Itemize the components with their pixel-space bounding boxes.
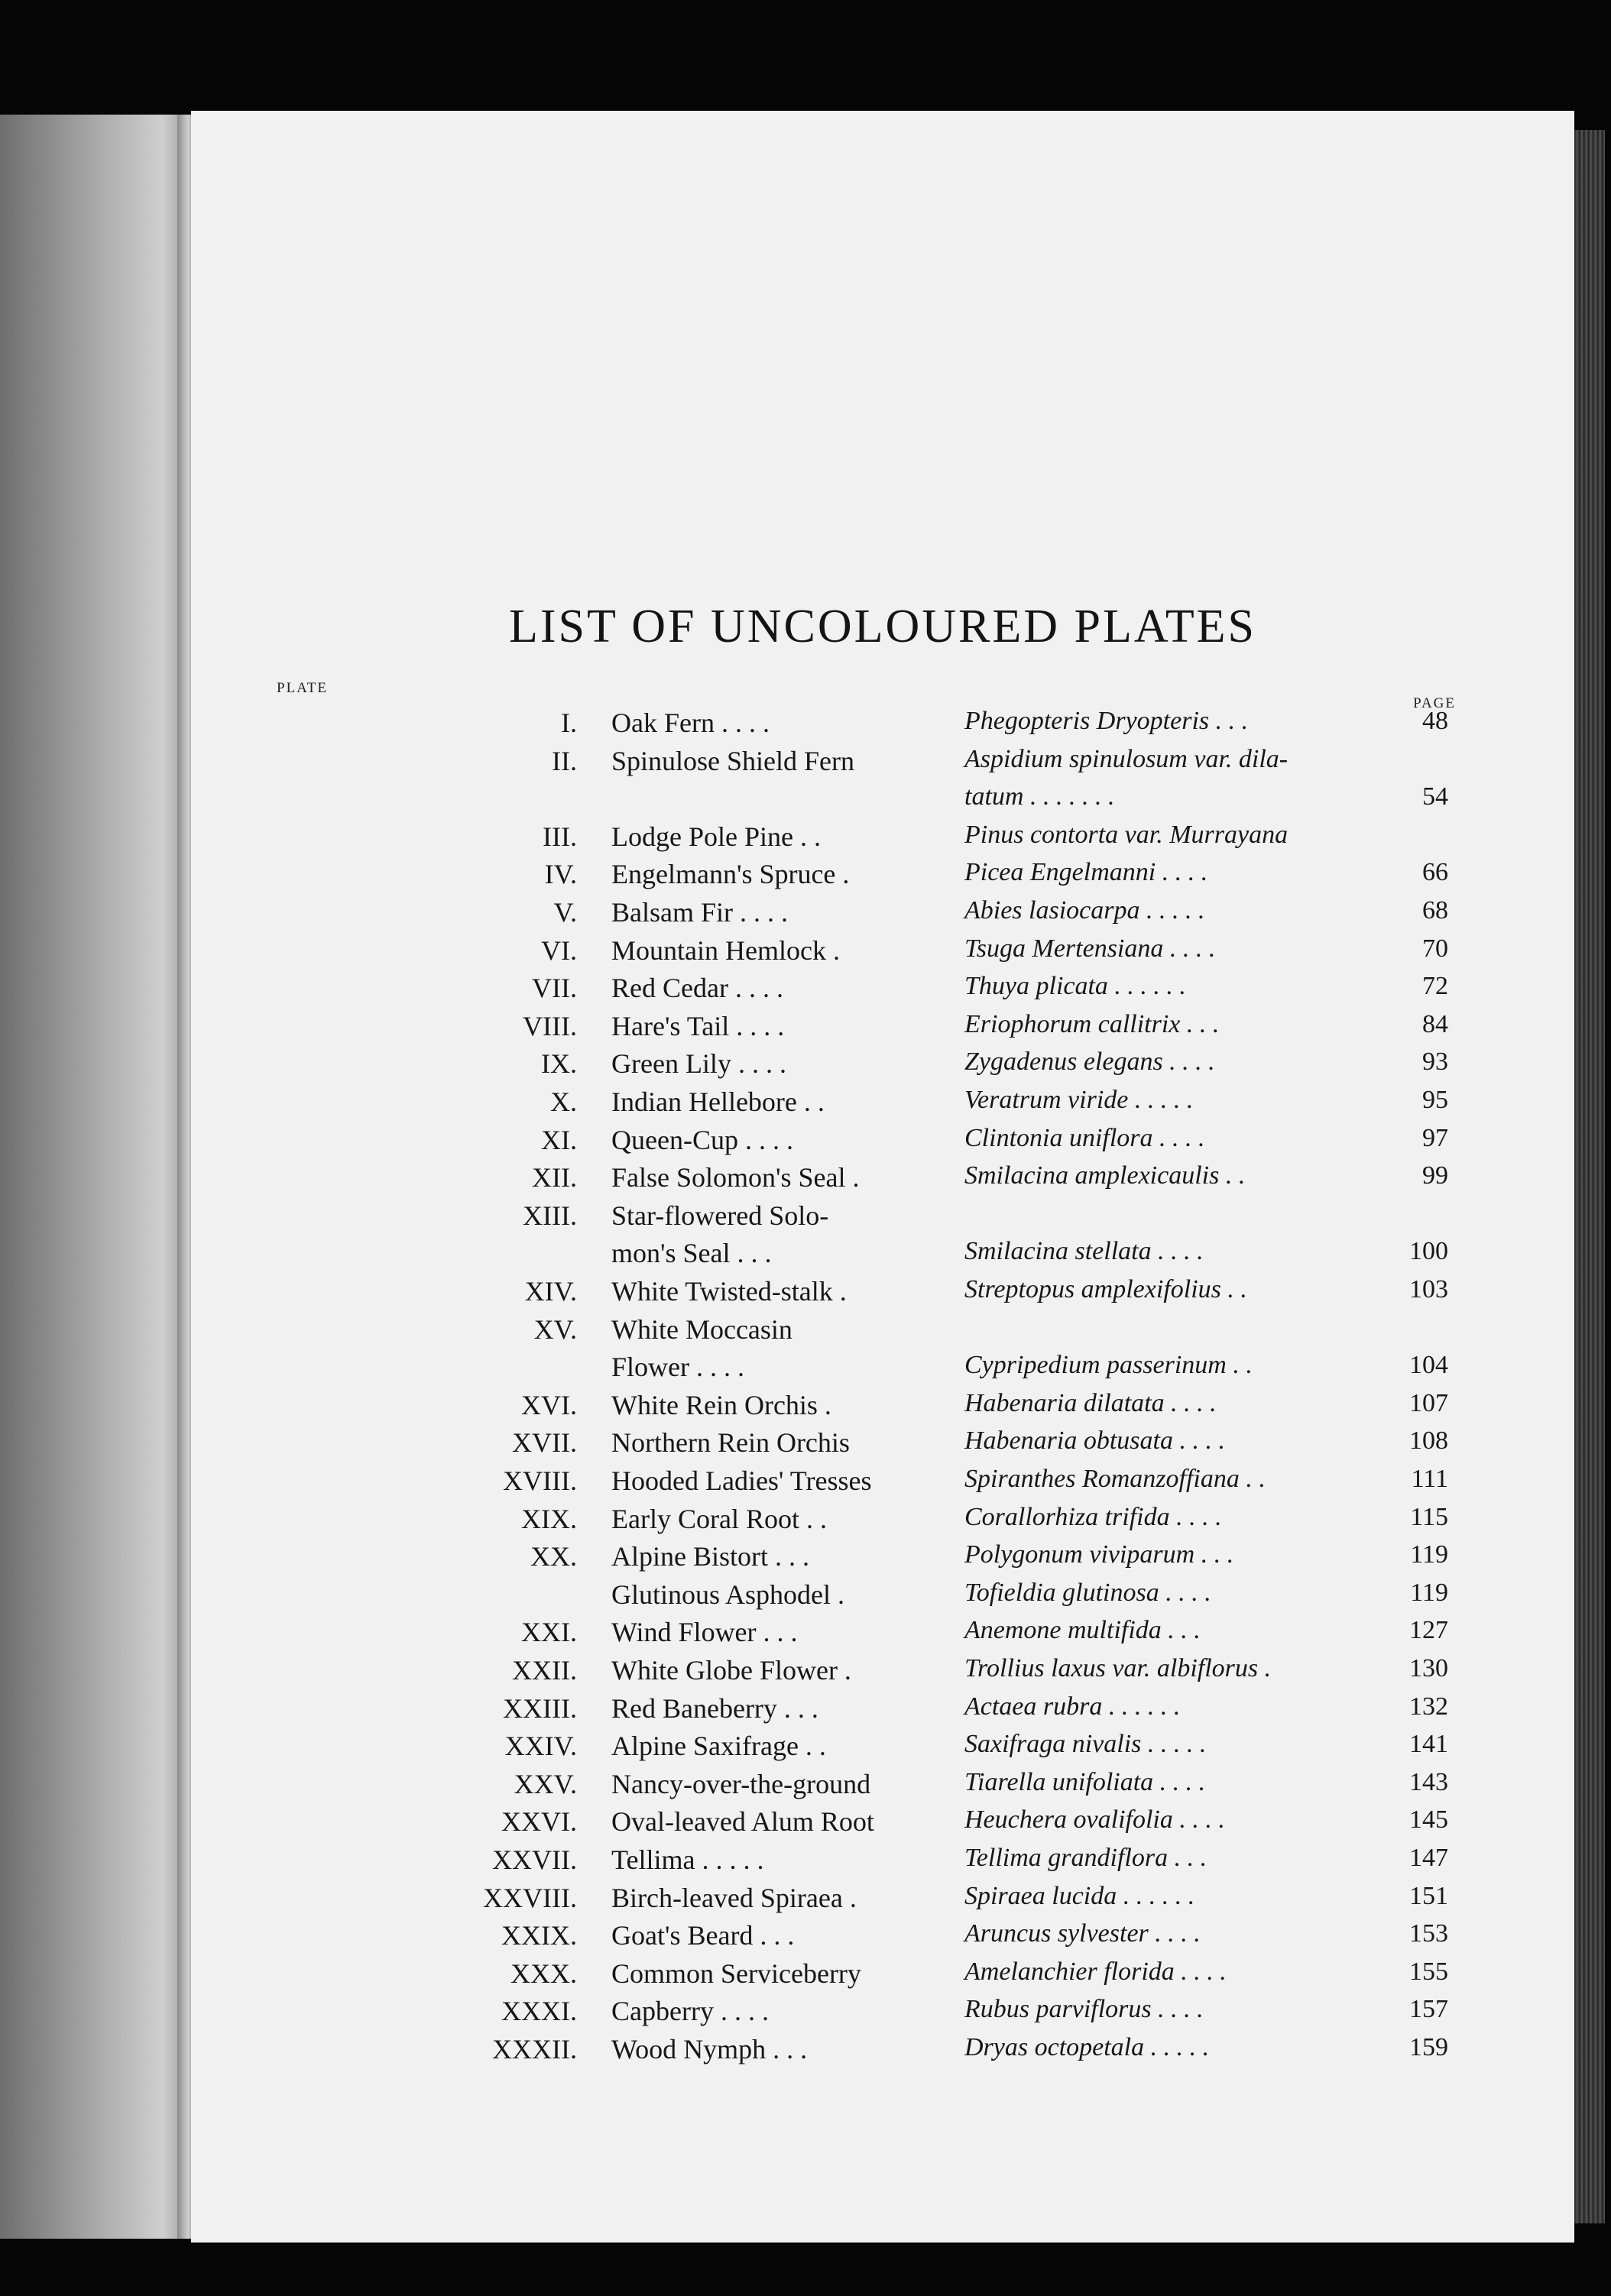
plate-number: XXIX. (501, 1920, 577, 1951)
common-name: White Moccasin (611, 1313, 793, 1345)
common-name: Spinulose Shield Fern (611, 745, 855, 776)
common-name: Alpine Bistort . . . (611, 1541, 809, 1572)
plate-row (191, 1200, 1574, 1238)
common-name: Queen-Cup . . . . (611, 1124, 793, 1155)
common-name: Indian Hellebore . . (611, 1086, 825, 1117)
common-name: Northern Rein Orchis (611, 1427, 850, 1459)
scientific-name: Aspidium spinulosum var. dila- (964, 744, 1288, 773)
plate-row (191, 1768, 1574, 1806)
scientific-name: Zygadenus elegans . . . . (964, 1048, 1215, 1077)
scientific-name: Veratrum viride . . . . . (964, 1086, 1194, 1114)
page-number: 143 (1409, 1767, 1448, 1796)
plate-row (191, 1275, 1574, 1313)
page-number: 48 (1422, 707, 1448, 735)
plate-row (191, 1426, 1574, 1465)
plate-number: XXIV. (504, 1731, 577, 1762)
scientific-name: Tiarella unifoliata . . . . (964, 1767, 1206, 1796)
scientific-name: Picea Engelmanni . . . . (964, 858, 1208, 887)
page-number: 132 (1409, 1692, 1448, 1721)
plate-number: XIV. (524, 1276, 577, 1307)
common-name: Birch-leaved Spiraea . (611, 1882, 857, 1913)
common-name: Nancy-over-the-ground (611, 1768, 871, 1799)
plate-row (191, 896, 1574, 934)
page-number: 159 (1409, 2033, 1448, 2061)
scientific-name: Eriophorum callitrix . . . (964, 1009, 1220, 1038)
plate-row (191, 1919, 1574, 1958)
plate-row (191, 1351, 1574, 1389)
plate-row (191, 821, 1574, 859)
column-header-page: PAGE (1413, 695, 1456, 711)
common-name: False Solomon's Seal . (611, 1162, 860, 1193)
plate-row (191, 1465, 1574, 1503)
common-name: White Twisted-stalk . (611, 1276, 847, 1307)
plate-number: XXI. (521, 1617, 577, 1648)
scientific-name: Dryas octopetala . . . . . (964, 2033, 1210, 2061)
plate-number: X. (550, 1086, 577, 1117)
common-name: Red Cedar . . . . (611, 973, 783, 1004)
page-number: 115 (1410, 1502, 1448, 1531)
plate-number: XXXI. (501, 1996, 577, 2027)
plate-number: XXXII. (492, 2034, 577, 2064)
scientific-name: Clintonia uniflora . . . . (964, 1123, 1205, 1152)
scientific-name: Smilacina amplexicaulis . . (964, 1161, 1246, 1190)
page-number: 145 (1409, 1805, 1448, 1835)
plate-row (191, 782, 1574, 821)
plate-number: I. (561, 708, 577, 738)
scientific-name: Cypripedium passerinum . . (964, 1351, 1253, 1380)
common-name: Star-flowered Solo- (611, 1200, 829, 1231)
plate-row (191, 1540, 1574, 1579)
scientific-name: tatum . . . . . . . (964, 782, 1115, 811)
scientific-name: Phegopteris Dryopteris . . . (964, 707, 1249, 735)
common-name: Goat's Beard . . . (611, 1920, 795, 1951)
plate-row (191, 1579, 1574, 1617)
plate-number: V. (553, 897, 577, 928)
scientific-name: Thuya plicata . . . . . . (964, 972, 1186, 1001)
plate-number: XXVIII. (483, 1882, 577, 1913)
common-name: Lodge Pole Pine . . (611, 821, 821, 852)
page-number: 95 (1422, 1086, 1448, 1114)
plate-row (191, 858, 1574, 896)
common-name: Wind Flower . . . (611, 1617, 798, 1648)
scientific-name: Habenaria obtusata . . . . (964, 1426, 1225, 1456)
plate-number: XXIII. (503, 1692, 577, 1724)
page-number: 127 (1409, 1616, 1448, 1645)
page-number: 66 (1422, 858, 1448, 887)
page-number: 84 (1422, 1009, 1448, 1038)
scientific-name: Pinus contorta var. Murrayana (964, 820, 1288, 849)
plate-row (191, 1048, 1574, 1086)
common-name: Hare's Tail . . . . (611, 1010, 785, 1041)
plate-row (191, 1616, 1574, 1654)
common-name: Capberry . . . . (611, 1996, 769, 2027)
scientific-name: Spiraea lucida . . . . . . (964, 1881, 1195, 1910)
plate-number: XXV. (514, 1768, 577, 1799)
page-title: LIST OF UNCOLOURED PLATES (508, 601, 1257, 653)
facing-page (0, 115, 191, 2239)
plate-number: XXX. (511, 1958, 577, 1989)
plate-number: VI. (541, 934, 577, 966)
plate-number: II. (552, 745, 577, 776)
page-number: 72 (1422, 972, 1448, 1001)
page-number: 100 (1409, 1237, 1448, 1266)
page-number: 157 (1409, 1995, 1448, 2024)
scientific-name: Amelanchier florida . . . . (964, 1957, 1227, 1986)
book-page (191, 111, 1574, 2243)
scientific-name: Anemone multifida . . . (964, 1616, 1201, 1645)
plate-number: XVIII. (503, 1465, 577, 1496)
plate-number: XIX. (521, 1503, 577, 1534)
page-number: 147 (1409, 1844, 1448, 1872)
scientific-name: Tsuga Mertensiana . . . . (964, 934, 1216, 963)
plate-row (191, 1692, 1574, 1731)
scientific-name: Corallorhiza trifida . . . . (964, 1502, 1222, 1531)
common-name: Balsam Fir . . . . (611, 897, 788, 928)
page-number: 141 (1409, 1730, 1448, 1759)
plate-number: XXII. (512, 1655, 577, 1686)
page-number: 70 (1422, 934, 1448, 963)
plate-row (191, 1805, 1574, 1844)
scientific-name: Streptopus amplexifolius . . (964, 1275, 1247, 1303)
scientific-name: Tellima grandiflora . . . (964, 1844, 1207, 1872)
plate-number: XVII. (512, 1427, 577, 1459)
page-number: 107 (1409, 1388, 1448, 1417)
plate-number: XXVI. (501, 1806, 577, 1838)
scientific-name: Aruncus sylvester . . . . (964, 1919, 1201, 1948)
plate-row (191, 1086, 1574, 1124)
page-number: 97 (1422, 1123, 1448, 1152)
scientific-name: Abies lasiocarpa . . . . . (964, 896, 1205, 925)
plate-number: IV. (544, 859, 577, 890)
scientific-name: Actaea rubra . . . . . . (964, 1692, 1181, 1721)
plate-row (191, 1313, 1574, 1352)
plate-number: XII. (532, 1162, 577, 1193)
column-header-plate: PLATE (277, 680, 328, 696)
common-name: Oak Fern . . . . (611, 708, 770, 738)
plate-row (191, 1389, 1574, 1427)
common-name: Common Serviceberry (611, 1958, 861, 1989)
plate-row (191, 1124, 1574, 1162)
common-name: Flower . . . . (611, 1352, 744, 1383)
plate-row (191, 1995, 1574, 2033)
plate-row (191, 1654, 1574, 1692)
plate-number: III. (543, 821, 577, 852)
common-name: Tellima . . . . . (611, 1844, 764, 1875)
plate-row (191, 1958, 1574, 1996)
page-number: 103 (1409, 1275, 1448, 1303)
plate-row (191, 707, 1574, 745)
plate-number: XI. (541, 1124, 577, 1155)
plate-number: XIII. (523, 1200, 577, 1231)
page-number: 151 (1409, 1881, 1448, 1910)
page-number: 104 (1409, 1351, 1448, 1380)
scientific-name: Habenaria dilatata . . . . (964, 1388, 1217, 1417)
common-name: Wood Nymph . . . (611, 2034, 808, 2064)
scientific-name: Trollius laxus var. albiflorus . (964, 1654, 1272, 1682)
scientific-name: Smilacina stellata . . . . (964, 1237, 1204, 1266)
plate-row (191, 1844, 1574, 1882)
scientific-name: Spiranthes Romanzoffiana . . (964, 1465, 1266, 1493)
page-number: 108 (1409, 1426, 1448, 1456)
plate-row (191, 934, 1574, 973)
page-number: 54 (1422, 782, 1448, 811)
plate-row (191, 2033, 1574, 2071)
plate-row (191, 1503, 1574, 1541)
scientific-name: Saxifraga nivalis . . . . . (964, 1730, 1207, 1759)
plate-row (191, 972, 1574, 1010)
page-number: 130 (1409, 1654, 1448, 1682)
scientific-name: Heuchera ovalifolia . . . . (964, 1805, 1225, 1835)
scientific-name: Tofieldia glutinosa . . . . (964, 1578, 1211, 1607)
common-name: White Globe Flower . (611, 1655, 851, 1686)
common-name: Alpine Saxifrage . . (611, 1731, 826, 1762)
plate-number: IX. (541, 1048, 577, 1080)
plate-row (191, 1161, 1574, 1200)
plate-row (191, 745, 1574, 783)
plate-number: XX. (530, 1541, 577, 1572)
scientific-name: Rubus parviflorus . . . . (964, 1995, 1204, 2024)
page-number: 119 (1410, 1540, 1448, 1569)
page-number: 111 (1411, 1465, 1448, 1493)
plate-number: XV. (533, 1313, 577, 1345)
page-number: 153 (1409, 1919, 1448, 1948)
common-name: White Rein Orchis . (611, 1389, 831, 1420)
plate-number: XXVII. (492, 1844, 577, 1875)
common-name: Green Lily . . . . (611, 1048, 786, 1080)
common-name: Hooded Ladies' Tresses (611, 1465, 872, 1496)
plate-row (191, 1010, 1574, 1048)
page-number: 119 (1410, 1578, 1448, 1607)
scientific-name: Polygonum viviparum . . . (964, 1540, 1234, 1569)
plate-row (191, 1730, 1574, 1768)
page-number: 99 (1422, 1161, 1448, 1190)
plate-number: XVI. (521, 1389, 577, 1420)
common-name: Engelmann's Spruce . (611, 859, 850, 890)
page-edges (1570, 130, 1605, 2223)
page-number: 68 (1422, 896, 1448, 925)
page-number: 155 (1409, 1957, 1448, 1986)
common-name: mon's Seal . . . (611, 1238, 772, 1269)
common-name: Red Baneberry . . . (611, 1692, 818, 1724)
plate-row (191, 1237, 1574, 1275)
page-number: 93 (1422, 1048, 1448, 1077)
common-name: Glutinous Asphodel . (611, 1579, 845, 1610)
plate-number: VII. (532, 973, 577, 1004)
common-name: Early Coral Root . . (611, 1503, 827, 1534)
plate-number: VIII. (523, 1010, 577, 1041)
common-name: Mountain Hemlock . (611, 934, 840, 966)
plate-row (191, 1882, 1574, 1920)
common-name: Oval-leaved Alum Root (611, 1806, 874, 1838)
